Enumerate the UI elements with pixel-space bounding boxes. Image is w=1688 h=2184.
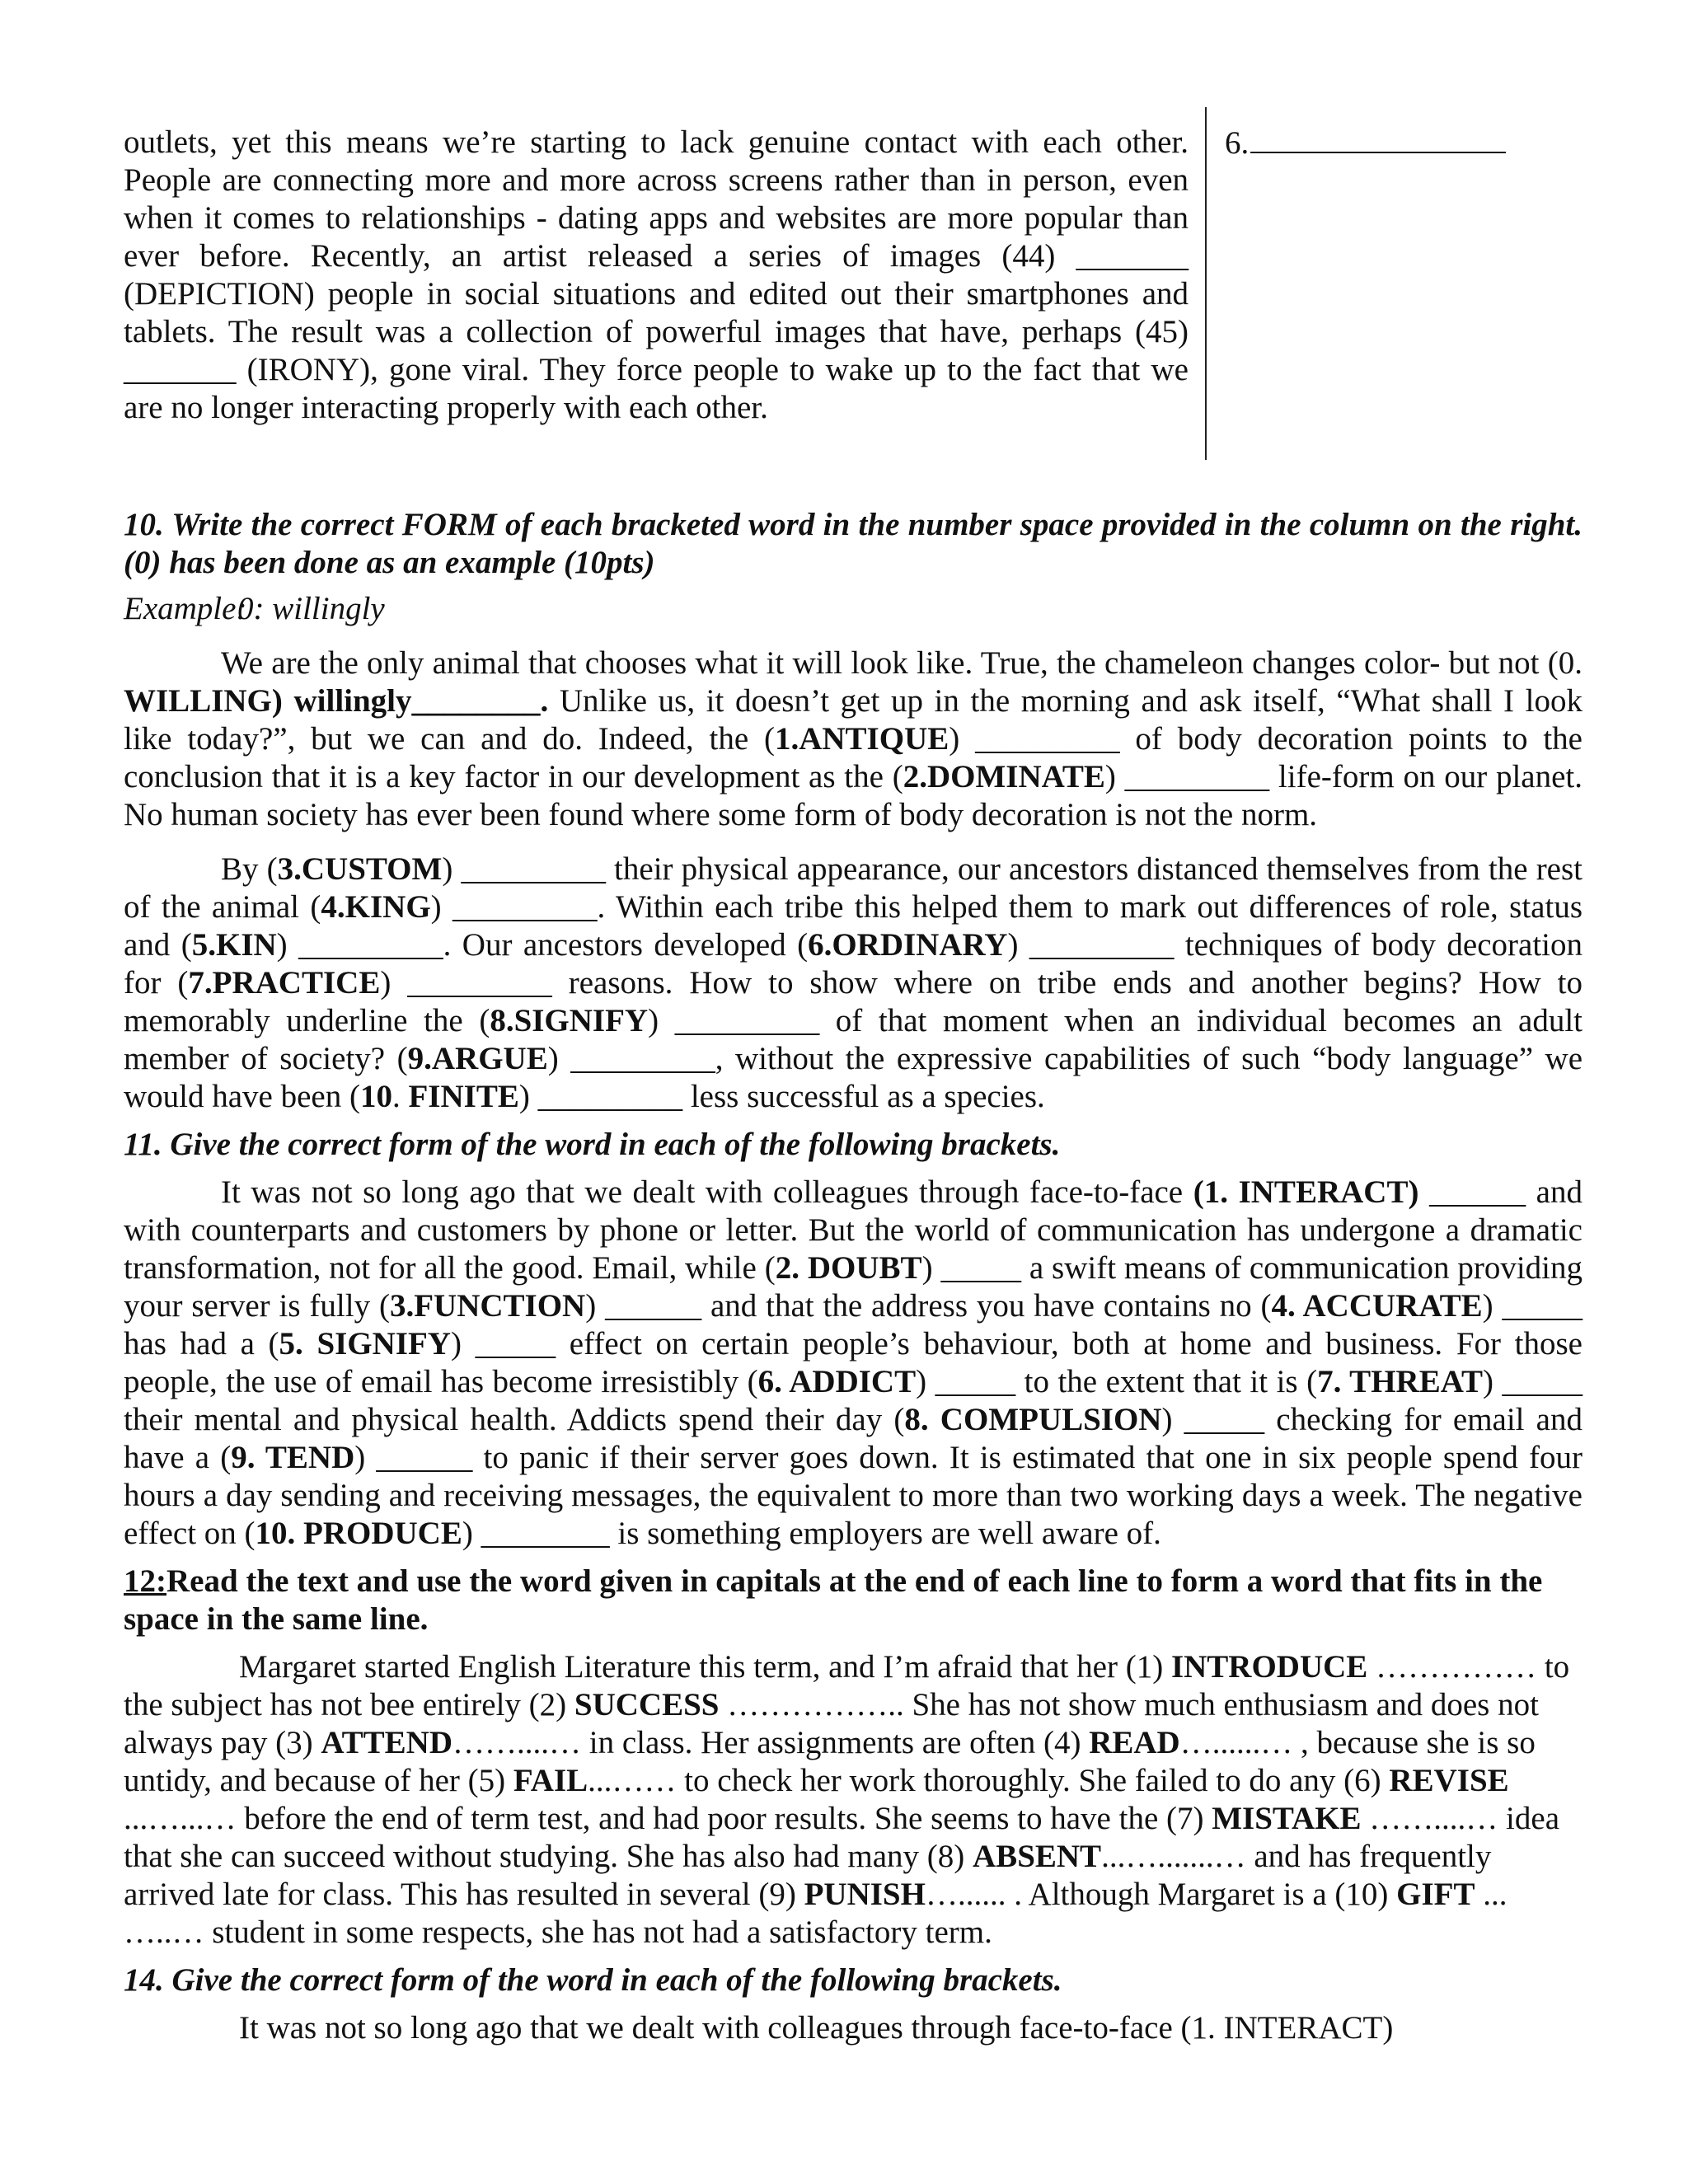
bold-run: PUNISH — [804, 1877, 926, 1912]
section-10-paragraph-2 — [124, 851, 1582, 1116]
bold-run: 8.SIGNIFY — [490, 1003, 649, 1038]
text-run: ) _________ of that moment when an individual becomes an adult member of society? ( — [124, 1003, 1582, 1076]
section-10-paragraph-1 — [124, 644, 1582, 834]
text-run: ) _________. Our ancestors developed ( — [276, 927, 809, 963]
section-12-paragraph — [124, 1648, 1582, 1952]
text-run: …......… , because she is so untidy, and because of her (5) — [124, 1725, 1536, 1798]
text-run: Unlike us, it doesn’t get up in the morning and ask itself, “What shall I look like today?”, but we can and do. Indeed, the ( — [124, 683, 1582, 757]
text-run: ) _____ to the extent that it is ( — [916, 1364, 1318, 1399]
bold-run: 5. SIGNIFY — [279, 1326, 451, 1361]
bold-run: ATTEND — [321, 1725, 452, 1760]
text-run: ...….......… and has frequently arrived late for class. This has resulted in several (9) — [124, 1839, 1492, 1912]
bold-run: FINITE — [408, 1079, 519, 1114]
text-run: ) _________. Within each tribe this helped them to mark out differences of role, status and ( — [124, 889, 1583, 963]
bold-run: 10 — [359, 1079, 392, 1114]
text-run: ) ______ and that the address you have contains no ( — [585, 1288, 1272, 1324]
bold-run: 2.DOMINATE — [903, 759, 1105, 794]
text-run: We are the only animal that chooses what it will look like. True, the chameleon changes color- but not (0. — [221, 645, 1582, 681]
answer-column — [1207, 124, 1506, 460]
bold-run: 7. THREAT — [1317, 1364, 1483, 1399]
text-run: ) _____ has had a ( — [124, 1288, 1582, 1361]
section-11-heading: 11. Give the correct form of the word in each of the following brackets. — [124, 1127, 1061, 1162]
section-11-paragraph — [124, 1174, 1582, 1553]
bold-run: SUCCESS — [574, 1687, 720, 1722]
bold-run: 8. COMPULSION — [904, 1402, 1162, 1437]
bold-run: 4.KING — [321, 889, 431, 925]
text-run: …………… to the subject has not bee entirely (2) — [124, 1649, 1570, 1722]
text-run: ) _____ a swift means of communication providing your server is fully ( — [124, 1250, 1583, 1324]
bold-run: 7.PRACTICE — [188, 965, 381, 1001]
section-12-heading-text: Read the text and use the word given in capitals at the end of each line to form a word that fits in the space in the same line. — [124, 1563, 1543, 1637]
text-run: …...... . Although Margaret is a (10) — [925, 1877, 1397, 1912]
section-12-heading — [124, 1563, 1582, 1638]
bold-run: 9. TEND — [231, 1440, 355, 1475]
top-passage-paragraph: outlets, yet this means we’re starting to lack genuine contact with each other. People are connecting more and more across screens rather than in person, even when it comes to relationships - dating apps and websites are more popular than ever before. Recently, an artist released a series of images (44) _______ (DEPICTION) people in social situations and edited out their smartphones and tablets. The result was a collection of powerful images that have, perhaps (45) _______ (IRONY), gone viral. They force people to wake up to the fact that we are no longer interacting properly with each other. — [124, 124, 1189, 425]
text-run: Margaret started English Literature this term, and I’m afraid that her (1) — [239, 1649, 1171, 1685]
section-10-heading: 10. Write the correct FORM of each bracketed word in the number space provided in the column on the right. (0) has been done as an example (10pts) — [124, 507, 1582, 580]
bold-run: (1. INTERACT) — [1193, 1174, 1419, 1210]
text-run: ) ______ to panic if their server goes down. It is estimated that one in six people spend four hours a day sending and receiving messages, the equivalent to more than two working days a week. The negative effect on ( — [124, 1440, 1582, 1551]
section-12-number: 12: — [124, 1563, 166, 1599]
top-passage-text-column — [124, 124, 1189, 460]
text-run: ) ________ is something employers are well aware of. — [462, 1516, 1161, 1551]
worksheet-page — [124, 124, 1582, 2047]
bold-run: 6. ADDICT — [757, 1364, 917, 1399]
text-run: ) _________ techniques of body decoration for ( — [124, 927, 1582, 1001]
text-run: ...…… to check her work thoroughly. She failed to do any (6) — [588, 1763, 1390, 1798]
text-run: ) _____ checking for email and have a ( — [124, 1402, 1582, 1475]
text-run: ) _________ reasons. How to show where on tribe ends and another begins? How to memorably underline the ( — [124, 965, 1582, 1038]
text-run: ) _________ less successful as a species. — [518, 1079, 1045, 1114]
text-run: . — [392, 1079, 409, 1114]
bold-run: 4. ACCURATE — [1271, 1288, 1483, 1324]
text-run: …………….. She has not show much enthusiasm and does not always pay (3) — [124, 1687, 1539, 1760]
text-run: ) _________ their physical appearance, our ancestors distanced themselves from the rest of the animal ( — [124, 851, 1582, 925]
bold-run: 6.ORDINARY — [808, 927, 1008, 963]
bold-run: 9.ARGUE — [407, 1041, 548, 1076]
text-run: ) _________, without the expressive capabilities of such “body language” we would have been ( — [124, 1041, 1583, 1114]
bold-run: GIFT — [1396, 1877, 1475, 1912]
section-14-paragraph: It was not so long ago that we dealt with colleagues through face-to-face (1. INTERACT) — [239, 2010, 1394, 2046]
text-run: ) _________ of body decoration points to the conclusion that it is a key factor in our development as the ( — [124, 721, 1582, 794]
bold-run: 3.FUNCTION — [389, 1288, 586, 1324]
bold-run: REVISE — [1389, 1763, 1509, 1798]
bold-run: MISTAKE — [1212, 1801, 1362, 1836]
text-run: By ( — [221, 851, 278, 887]
bold-run: 1.ANTIQUE — [774, 721, 950, 757]
bold-run: 3.CUSTOM — [277, 851, 443, 887]
bold-run: INTRODUCE — [1170, 1649, 1368, 1685]
answer-blank[interactable] — [1250, 124, 1506, 153]
text-run: ...…...… before the end of term test, and had poor results. She seems to have the (7) — [124, 1801, 1212, 1836]
text-run: ……....… idea that she can succeed without studying. She has also had many (8) — [124, 1801, 1560, 1874]
text-run: ……....… in class. Her assignments are often (4) — [452, 1725, 1090, 1760]
top-passage-section — [124, 124, 1582, 460]
bold-run: 2. DOUBT — [775, 1250, 922, 1286]
example-value: 0: willingly — [237, 591, 385, 626]
section-14-heading: 14. Give the correct form of the word in each of the following brackets. — [124, 1962, 1062, 1998]
example-label: Example: — [124, 591, 247, 626]
answer-label: 6. — [1225, 125, 1250, 161]
bold-run: 5.KIN — [191, 927, 277, 963]
bold-run: ABSENT — [973, 1839, 1102, 1874]
text-run: It was not so long ago that we dealt with colleagues through face-to-face — [221, 1174, 1193, 1210]
section-10-example — [124, 590, 1582, 628]
bold-run: READ — [1089, 1725, 1180, 1760]
bold-run: 10. PRODUCE — [255, 1516, 462, 1551]
text-run: ______ and with counterparts and customers by phone or letter. But the world of communication has undergone a dramatic transformation, not for all the good. Email, while ( — [124, 1174, 1582, 1286]
bold-run: FAIL — [513, 1763, 588, 1798]
text-run: ) _____ effect on certain people’s behaviour, both at home and business. For those people, the use of email has become irresistibly ( — [124, 1326, 1582, 1399]
text-run: ) _________ life-form on our planet. No human society has ever been found where some form of body decoration is not the norm. — [124, 759, 1583, 832]
bold-run: WILLING) willingly________. — [124, 683, 549, 719]
text-run: ... …..… student in some respects, she has not had a satisfactory term. — [124, 1877, 1507, 1950]
text-run: ) _____ their mental and physical health. Addicts spend their day ( — [124, 1364, 1583, 1437]
